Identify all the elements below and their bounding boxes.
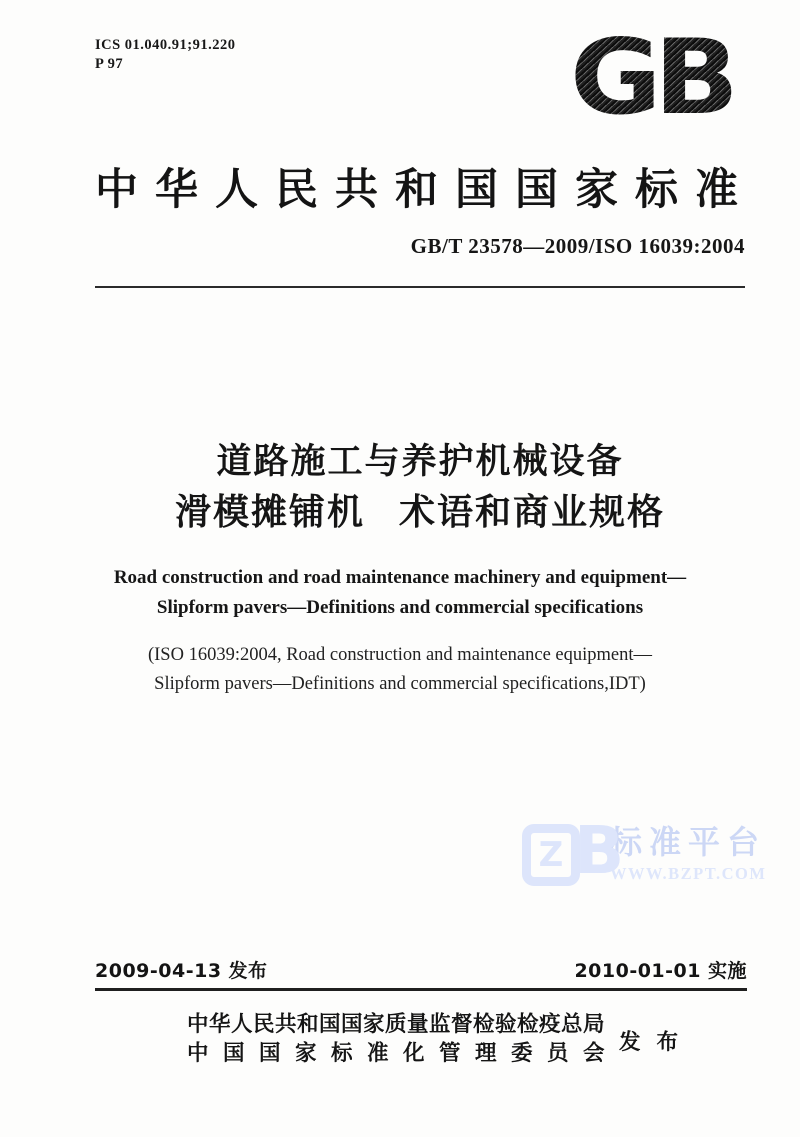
document-title-english	[55, 563, 745, 623]
cn-title-line2	[95, 489, 745, 535]
iso-note-line2: Slipform pavers—Definitions and commercial specifications,IDT)	[154, 674, 646, 694]
bzpt-logo-letter-b: B	[574, 812, 625, 889]
cn-title-line2-part1: 滑模摊铺机	[174, 492, 365, 532]
p-class-code: P 97	[95, 56, 124, 72]
national-standard-heading: 中华人民共和国国家标准	[95, 167, 755, 214]
standard-number: GB/T 23578—2009/ISO 16039:2004	[410, 234, 745, 258]
en-title-line1: Road construction and road maintenance machinery and equipment—	[113, 567, 687, 588]
bzpt-logo-square	[522, 824, 580, 886]
issue-date-label: 发布	[228, 960, 268, 982]
header-divider-line	[95, 286, 745, 288]
issue-date: 2009-04-13	[95, 960, 222, 982]
classification-codes	[95, 36, 236, 74]
en-title-line2: Slipform pavers—Definitions and commercial specifications	[156, 597, 644, 618]
publish-label: 发布	[619, 1030, 695, 1054]
bzpt-watermark	[522, 812, 767, 889]
iso-note-line1: (ISO 16039:2004, Road construction and maintenance equipment—	[147, 645, 653, 665]
implement-date: 2010-01-01	[574, 960, 701, 982]
implement-date-group	[574, 956, 747, 983]
implement-date-label: 实施	[707, 960, 747, 982]
issue-date-group	[95, 956, 268, 983]
gb-emblem-logo: GB	[548, 32, 753, 128]
dates-row	[95, 956, 747, 983]
bzpt-logo-icon	[522, 812, 625, 889]
footer-divider-line	[95, 988, 747, 991]
issuing-bodies	[187, 1010, 620, 1068]
bzpt-logo-letter-z: Z	[538, 835, 564, 875]
iso-equivalence-note	[55, 641, 745, 699]
issuer-line2: 中国国家标准化管理委员会	[187, 1041, 620, 1065]
cn-title-line1: 道路施工与养护机械设备	[216, 442, 624, 481]
ics-code: ICS 01.040.91;91.220	[95, 37, 236, 53]
cn-title-line2-part2: 术语和商业规格	[399, 492, 666, 532]
issuer-line1: 中华人民共和国国家质量监督检验检疫总局	[187, 1012, 606, 1036]
document-title-chinese	[95, 440, 745, 535]
watermark-brand-name: 标准平台	[610, 823, 767, 861]
watermark-url: WWW.BZPT.COM	[610, 864, 767, 883]
watermark-text	[610, 820, 766, 885]
